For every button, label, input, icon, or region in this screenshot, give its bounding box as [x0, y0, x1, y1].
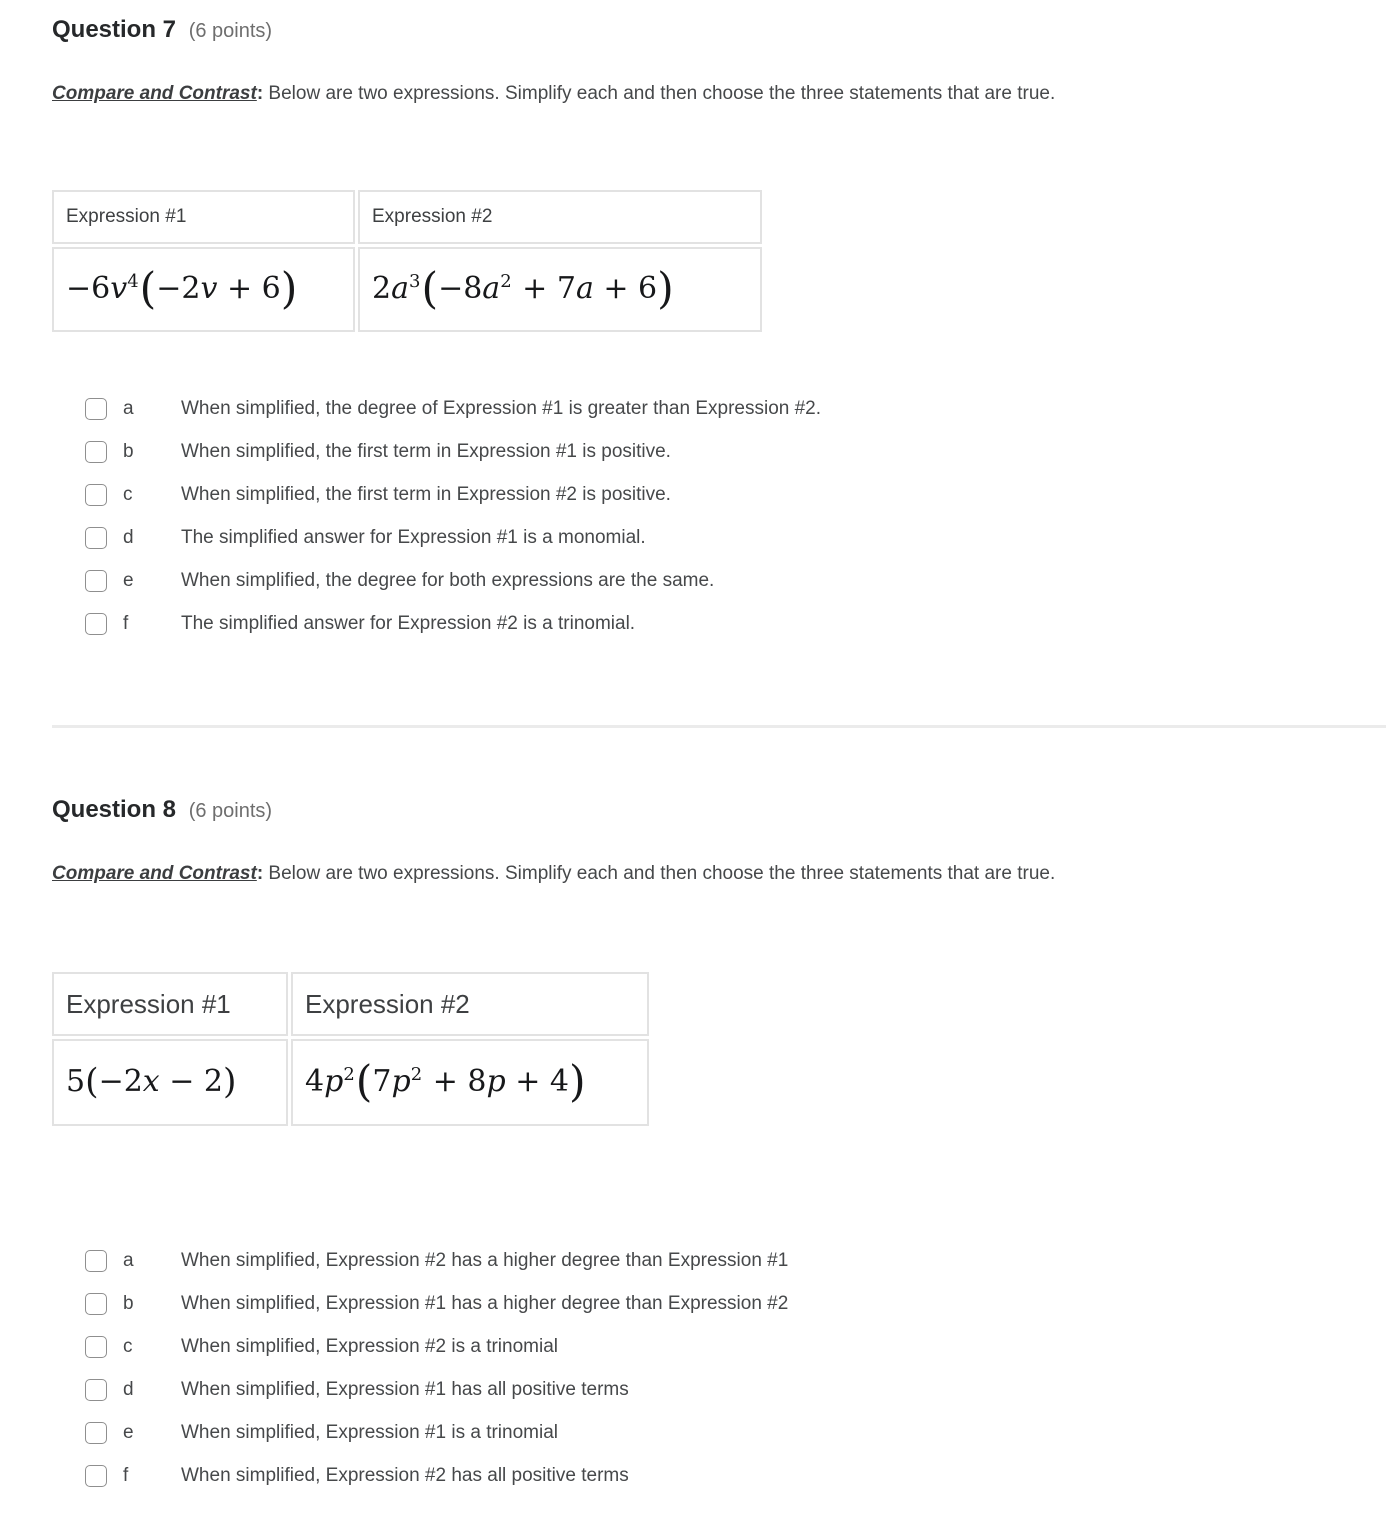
option-letter: c	[123, 1335, 133, 1357]
option-text: When simplified, the degree for both expressions are the same.	[181, 569, 715, 591]
option-row-a	[52, 1239, 1388, 1282]
instruction-text: Below are two expressions. Simplify each and then choose the three statements that are true.	[263, 83, 1056, 104]
option-text: When simplified, Expression #2 is a trinomial	[181, 1335, 558, 1357]
question-7	[52, 16, 1388, 645]
option-row-f	[52, 1454, 1388, 1497]
question-title: Question 7	[52, 16, 177, 43]
option-row-d	[52, 516, 1388, 559]
instruction-colon: :	[256, 863, 264, 884]
question-title: Question 8	[52, 796, 177, 823]
question-7-header	[52, 16, 1388, 45]
answer-options	[52, 1239, 1388, 1497]
expression-2-header: Expression #2	[358, 190, 762, 244]
option-checkbox-f[interactable]	[85, 1465, 107, 1487]
option-letter: f	[123, 612, 129, 634]
option-text: When simplified, Expression #1 is a trinomial	[181, 1421, 558, 1443]
expression-table	[49, 969, 652, 1129]
option-row-e	[52, 559, 1388, 602]
option-checkbox-c[interactable]	[85, 484, 107, 506]
option-text: When simplified, Expression #1 has all positive terms	[181, 1378, 629, 1400]
instruction-text: Below are two expressions. Simplify each and then choose the three statements that are true.	[263, 863, 1056, 884]
expression-1-math: 5(−2x − 2)	[66, 1061, 237, 1102]
question-instruction	[52, 81, 1388, 107]
expression-2-math: $2a^3(-8a^2 + 7a + 6)$	[372, 263, 674, 314]
option-letter: a	[123, 397, 134, 419]
option-row-b	[52, 1282, 1388, 1325]
option-checkbox-b[interactable]	[85, 1293, 107, 1315]
option-checkbox-e[interactable]	[85, 570, 107, 592]
expression-2-math: $4p^2(7p^2 + 8p + 4)$	[305, 1056, 586, 1107]
option-letter: a	[123, 1249, 134, 1271]
option-text: When simplified, Expression #1 has a higher degree than Expression #2	[181, 1292, 789, 1314]
option-checkbox-b[interactable]	[85, 441, 107, 463]
option-letter: e	[123, 569, 134, 591]
question-8	[52, 796, 1388, 1497]
option-letter: c	[123, 483, 133, 505]
expression-1-math: $-6v^4(-2v + 6)$	[66, 263, 298, 314]
option-row-b	[52, 430, 1388, 473]
question-8-header	[52, 796, 1388, 825]
question-instruction	[52, 861, 1388, 887]
expression-2-header: Expression #2	[291, 972, 649, 1036]
option-row-f	[52, 602, 1388, 645]
option-letter: d	[123, 1378, 134, 1400]
option-checkbox-f[interactable]	[85, 613, 107, 635]
question-points: (6 points)	[188, 20, 273, 42]
option-row-c	[52, 473, 1388, 516]
option-text: The simplified answer for Expression #1 is a monomial.	[181, 526, 646, 548]
question-divider	[52, 725, 1386, 728]
question-points: (6 points)	[188, 800, 273, 822]
option-checkbox-e[interactable]	[85, 1422, 107, 1444]
option-row-a	[52, 387, 1388, 430]
expression-table	[49, 187, 765, 335]
option-text: When simplified, Expression #2 has a higher degree than Expression #1	[181, 1249, 789, 1271]
option-checkbox-d[interactable]	[85, 1379, 107, 1401]
option-row-e	[52, 1411, 1388, 1454]
option-letter: f	[123, 1464, 129, 1486]
option-text: When simplified, the degree of Expression #1 is greater than Expression #2.	[181, 397, 822, 419]
option-letter: b	[123, 1292, 134, 1314]
answer-options	[52, 387, 1388, 645]
option-text: When simplified, the first term in Expression #2 is positive.	[181, 483, 671, 505]
expression-1-header: Expression #1	[52, 190, 355, 244]
option-letter: d	[123, 526, 134, 548]
option-checkbox-a[interactable]	[85, 1250, 107, 1272]
option-text: The simplified answer for Expression #2 is a trinomial.	[181, 612, 636, 634]
option-checkbox-c[interactable]	[85, 1336, 107, 1358]
option-letter: b	[123, 440, 134, 462]
option-checkbox-d[interactable]	[85, 527, 107, 549]
option-row-d	[52, 1368, 1388, 1411]
option-checkbox-a[interactable]	[85, 398, 107, 420]
instruction-emphasis: Compare and Contrast	[52, 83, 257, 104]
expression-1-header: Expression #1	[52, 972, 288, 1036]
option-row-c	[52, 1325, 1388, 1368]
option-letter: e	[123, 1421, 134, 1443]
instruction-emphasis: Compare and Contrast	[52, 863, 257, 884]
instruction-colon: :	[256, 83, 264, 104]
option-text: When simplified, the first term in Expression #1 is positive.	[181, 440, 671, 462]
option-text: When simplified, Expression #2 has all positive terms	[181, 1464, 629, 1486]
